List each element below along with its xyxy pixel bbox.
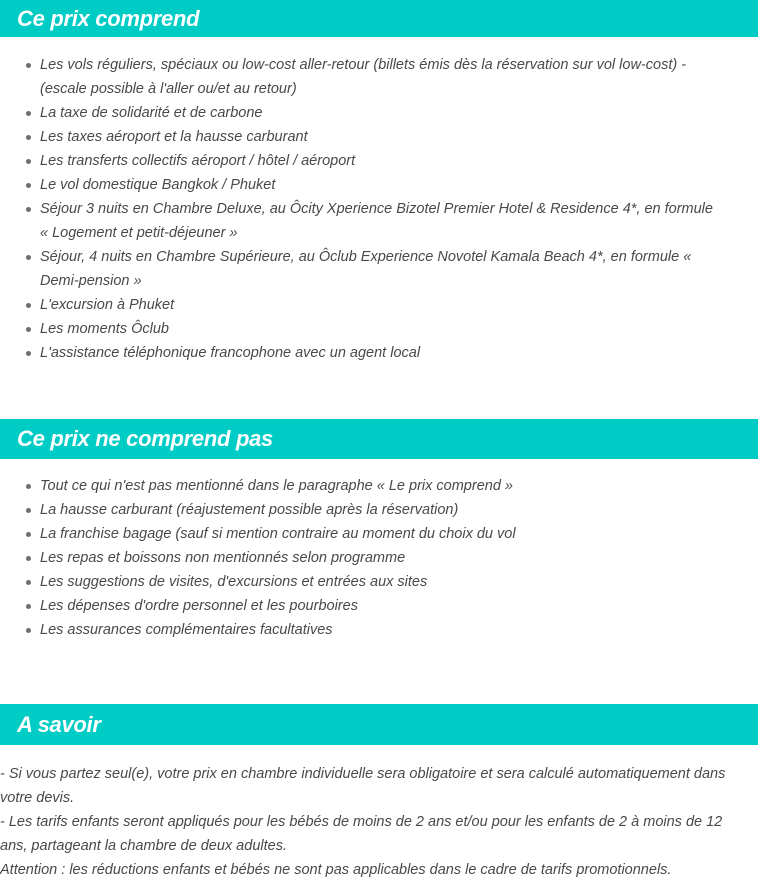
- list-item: Séjour 3 nuits en Chambre Deluxe, au Ôcity Xperience Bizotel Premier Hotel & Residence 4*, en formule « Logement et petit-déjeuner »: [0, 197, 758, 245]
- list-item: Les vols réguliers, spéciaux ou low-cost aller-retour (billets émis dès la réservation sur vol low-cost) - (escale possible à l'aller ou/et au retour): [0, 53, 758, 101]
- spacer: [0, 745, 758, 762]
- list-item: Le vol domestique Bangkok / Phuket: [0, 173, 758, 197]
- note-paragraph: - Si vous partez seul(e), votre prix en chambre individuelle sera obligatoire et sera calculé automatiquement dans votre devis.: [0, 766, 726, 806]
- list-item: Les taxes aéroport et la hausse carburant: [0, 125, 758, 149]
- section-body-ce-prix-ne-comprend-pas: [0, 474, 758, 642]
- section-header-a-savoir: A savoir: [0, 704, 758, 745]
- section-body-a-savoir: [0, 762, 758, 882]
- list-item: Les suggestions de visites, d'excursions et entrées aux sites: [0, 570, 758, 594]
- section-header-ce-prix-comprend: Ce prix comprend: [0, 0, 758, 37]
- list-item: L'assistance téléphonique francophone avec un agent local: [0, 341, 758, 365]
- list-item: La hausse carburant (réajustement possible après la réservation): [0, 498, 758, 522]
- section-header-ce-prix-ne-comprend-pas: Ce prix ne comprend pas: [0, 419, 758, 459]
- excluded-list: [0, 474, 758, 642]
- list-item: Les dépenses d'ordre personnel et les pourboires: [0, 594, 758, 618]
- spacer: [0, 642, 758, 704]
- list-item: Tout ce qui n'est pas mentionné dans le paragraphe « Le prix comprend »: [0, 474, 758, 498]
- spacer: [0, 459, 758, 474]
- spacer: [0, 37, 758, 53]
- list-item: Les repas et boissons non mentionnés selon programme: [0, 546, 758, 570]
- spacer: [0, 365, 758, 419]
- notes-list: [0, 762, 758, 882]
- section-body-ce-prix-comprend: [0, 53, 758, 365]
- list-item: Séjour, 4 nuits en Chambre Supérieure, au Ôclub Experience Novotel Kamala Beach 4*, en formule « Demi-pension »: [0, 245, 758, 293]
- included-list: [0, 53, 758, 365]
- note-paragraph: Attention : les réductions enfants et bébés ne sont pas applicables dans le cadre de tarifs promotionnels.: [0, 862, 672, 878]
- list-item: Les transferts collectifs aéroport / hôtel / aéroport: [0, 149, 758, 173]
- list-item: Les assurances complémentaires facultatives: [0, 618, 758, 642]
- list-item: La franchise bagage (sauf si mention contraire au moment du choix du vol: [0, 522, 758, 546]
- note-paragraph: - Les tarifs enfants seront appliqués pour les bébés de moins de 2 ans et/ou pour les enfants de 2 à moins de 12 ans, partageant la chambre de deux adultes.: [0, 814, 723, 854]
- list-item: La taxe de solidarité et de carbone: [0, 101, 758, 125]
- list-item: L'excursion à Phuket: [0, 293, 758, 317]
- list-item: Les moments Ôclub: [0, 317, 758, 341]
